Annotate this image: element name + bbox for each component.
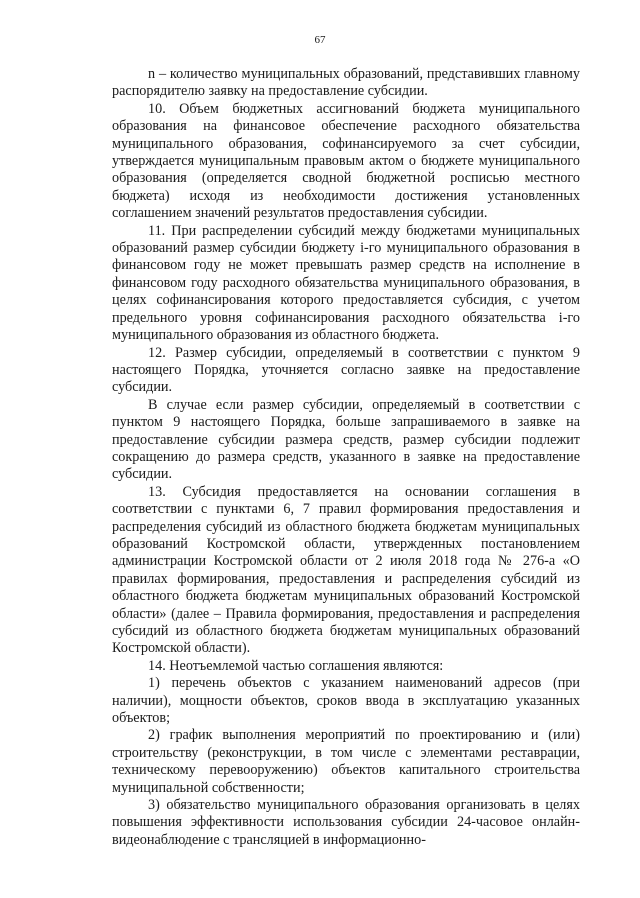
document-body	[112, 66, 580, 849]
page-number: 67	[314, 34, 326, 46]
paragraph-10: 10. Объем бюджетных ассигнований бюджета муниципального образования на финансовое обеспечение расходного обязательства муниципального образования, софинансируемого за счет субсидии, утверждается муниципальным правовым актом о бюджете муниципального образования (определяется сводной бюджетной росписью местного бюджета) исходя из необходимости достижения установленных соглашением значений результатов предоставления субсидии.	[112, 100, 580, 222]
paragraph-13: 13. Субсидия предоставляется на основании соглашения в соответствии с пунктами 6, 7 правил формирования предоставления и распределения субсидий из областного бюджета бюджетам муниципальных образований Костромской области, утвержденных постановлением администрации Костромской области от 2 июля 2018 года № 276-а «О правилах формирования, предоставления и распределения субсидий из областного бюджета бюджетам муниципальных образований Костромской области» (далее – Правила формирования, предоставления и распределения субсидий из областного бюджета бюджетам муниципальных образований Костромской области).	[112, 483, 580, 657]
paragraph-14: 14. Неотъемлемой частью соглашения являются:	[148, 657, 444, 674]
paragraph-12: 12. Размер субсидии, определяемый в соответствии с пунктом 9 настоящего Порядка, уточняется согласно заявке на предоставление субсидии.	[112, 344, 580, 396]
paragraph-12-case: В случае если размер субсидии, определяемый в соответствии с пунктом 9 настоящего Порядка, больше запрашиваемого в заявке на предоставление субсидии размера средств, размер субсидии подлежит сокращению до размера средств, указанного в заявке на предоставление субсидии.	[112, 396, 580, 483]
list-item-3: 3) обязательство муниципального образования организовать в целях повышения эффективности использования субсидии 24-часовое онлайн-видеонаблюдение с трансляцией в информационно-	[112, 797, 580, 848]
paragraph-11: 11. При распределении субсидий между бюджетами муниципальных образований размер субсидии бюджету i-го муниципального образования в финансовом году не может превышать размер средств на исполнение в финансовом году расходного обязательства муниципального образования, в целях софинансирования которого предоставляется субсидия, с учетом предельного уровня софинансирования расходного обязательства i-го муниципального образования из областного бюджета.	[112, 222, 580, 344]
list-item-1: 1) перечень объектов с указанием наименований адресов (при наличии), мощности объектов, сроков ввода в эксплуатацию указанных объектов;	[112, 675, 580, 727]
paragraph-n-definition: n – количество муниципальных образований, представивших главному распорядителю заявку на предоставление субсидии.	[112, 66, 580, 100]
list-item-2: 2) график выполнения мероприятий по проектированию и (или) строительству (реконструкции, в том числе с элементами реставрации, техническому перевооружению) объектов капитального строительства муниципальной собственности;	[112, 727, 580, 796]
